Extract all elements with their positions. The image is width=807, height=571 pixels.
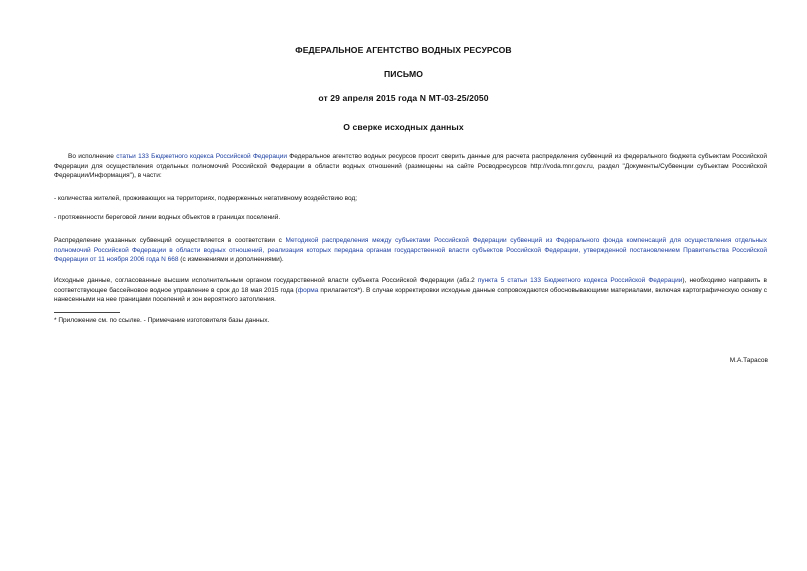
list-item-residents: - количества жителей, проживающих на территориях, подверженных негативному воздействию вод; xyxy=(54,195,358,202)
paragraph-1 xyxy=(54,152,767,181)
document-type: ПИСЬМО xyxy=(384,69,423,79)
paragraph-3-text-a: Исходные данные, согласованные высшим исполнительным органом государственной власти субъекта Российской Федерации (абз.2 xyxy=(54,277,478,284)
paragraph-1-text-b: Федеральное агентство водных ресурсов просит сверить данные для расчета распределения субвенций из федерального бюджета субъектам Российской Федерации для осуществления отдельных полномочий Российской Федерации в области водных отношений (размещены на сайте Росводресурсов http://voda.mnr.gov.ru, раздел "Документы/Субвенции субъектам Российской Федерации/Информация"), в части: xyxy=(54,153,767,179)
agency-title: ФЕДЕРАЛЬНОЕ АГЕНТСТВО ВОДНЫХ РЕСУРСОВ xyxy=(295,45,512,55)
methodology-link[interactable]: Методикой распределения между субъектами Российской Федерации субвенций из Федерального фонда компенсаций для осуществления отдельных полномочий Российской Федерации в области водных отношений, реализация которых передана органам государственной власти субъектов Российской Федерации, утвержденной постановлением Правительства Российской Федерации от 11 ноября 2006 года N 668 xyxy=(54,237,767,263)
paragraph-2-text-a: Распределение указанных субвенций осуществляется в соответствии с xyxy=(54,237,286,244)
document-date-number: от 29 апреля 2015 года N МТ-03-25/2050 xyxy=(318,93,489,103)
budget-code-article-133-link[interactable]: статьи 133 Бюджетного кодекса Российской Федерации xyxy=(116,153,287,160)
signature: М.А.Тарасов xyxy=(729,357,768,364)
paragraph-3-text-c: прилагается*). В случае корректировки исходные данные сопровождаются обосновывающими материалами, включая картографическую основу с нанесенными на нее границами поселений и зон вероятного затопления. xyxy=(54,286,767,303)
form-link[interactable]: форма xyxy=(297,286,319,294)
document-subject: О сверке исходных данных xyxy=(343,122,464,132)
list-item-shoreline: - протяженности береговой линии водных объектов в границах поселений. xyxy=(54,214,281,221)
paragraph-3-text-b: ), необходимо направить в соответствующее бассейновое водное управление в срок до 18 мая 2015 года ( xyxy=(54,277,767,294)
paragraph-2-text-b: (с изменениями и дополнениями). xyxy=(178,256,284,263)
footnote: * Приложение см. по ссылке. - Примечание изготовителя базы данных. xyxy=(54,317,270,324)
paragraph-2 xyxy=(54,236,767,265)
footnote-divider xyxy=(54,312,120,313)
paragraph-1-text-a: Во исполнение xyxy=(68,153,117,160)
budget-code-clause-5-link[interactable]: пункта 5 статьи 133 Бюджетного кодекса Российской Федерации xyxy=(477,277,683,284)
paragraph-3 xyxy=(54,276,767,305)
